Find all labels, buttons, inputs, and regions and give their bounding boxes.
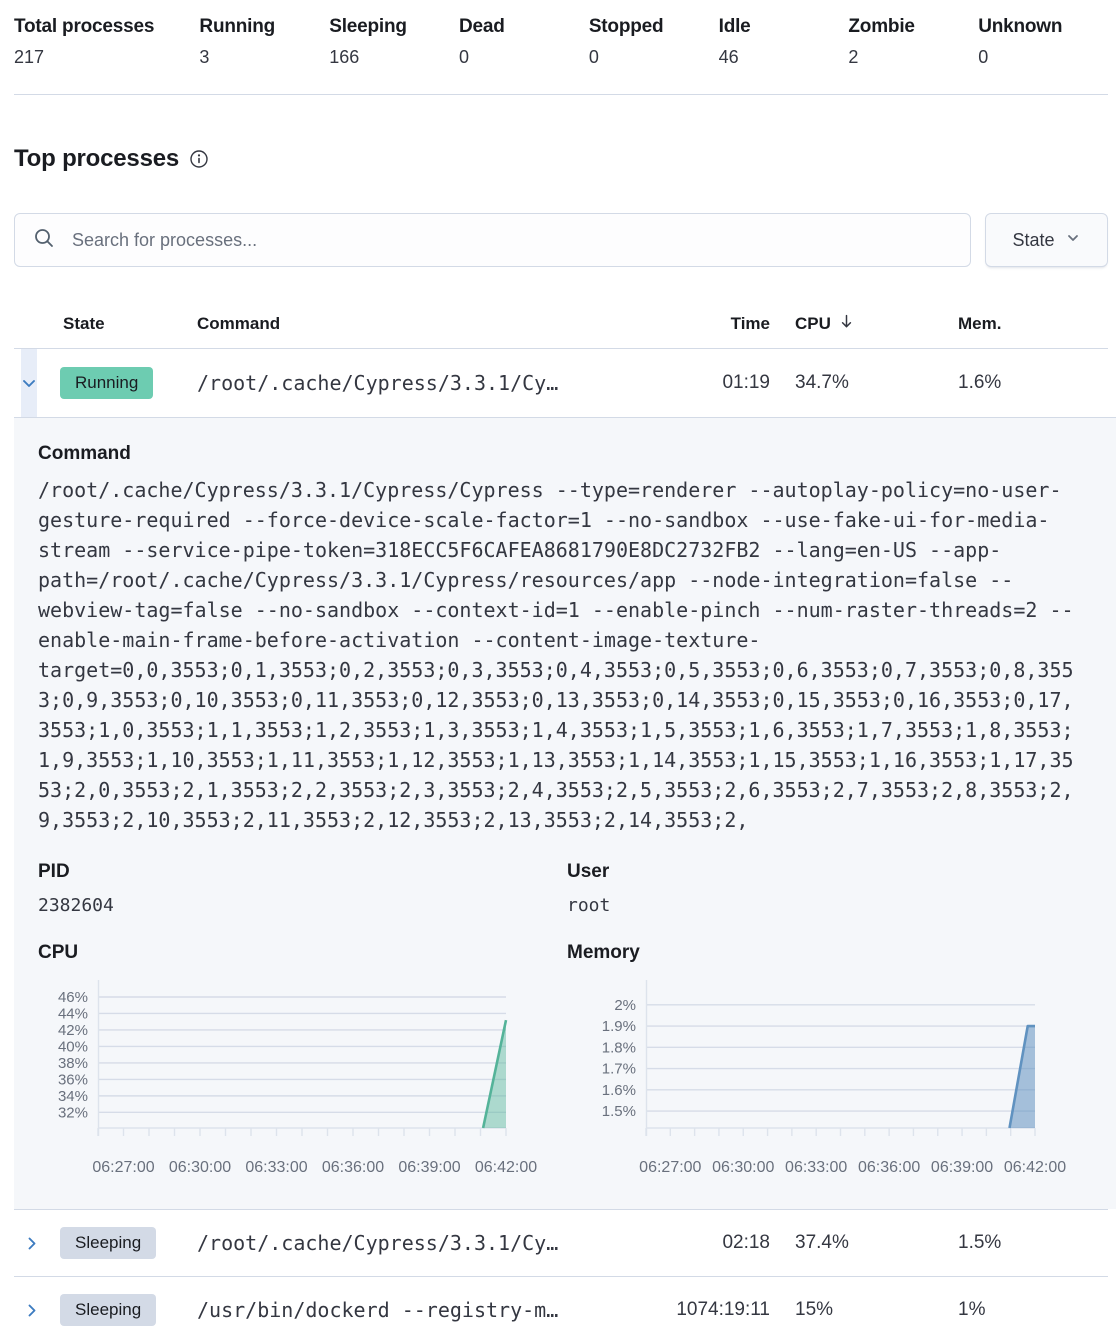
state-filter-label: State bbox=[1012, 229, 1055, 250]
state-cell bbox=[60, 1227, 197, 1259]
user-block bbox=[567, 861, 1084, 916]
user-value: root bbox=[567, 895, 611, 916]
pid-value: 2382604 bbox=[38, 895, 114, 916]
process-summary bbox=[14, 0, 1108, 68]
cpu-usage-chart bbox=[38, 976, 567, 1176]
chevron-right-icon bbox=[24, 1235, 40, 1252]
svg-text:1.5%: 1.5% bbox=[601, 1103, 636, 1121]
cpu-chart-label: CPU bbox=[38, 942, 79, 963]
svg-text:44%: 44% bbox=[57, 1005, 88, 1023]
svg-text:06:30:00: 06:30:00 bbox=[712, 1159, 775, 1176]
page-title-text: Top processes bbox=[14, 145, 180, 172]
svg-text:06:39:00: 06:39:00 bbox=[930, 1159, 994, 1176]
svg-text:06:27:00: 06:27:00 bbox=[92, 1159, 155, 1176]
svg-text:06:42:00: 06:42:00 bbox=[1003, 1159, 1067, 1176]
sort-desc-icon bbox=[838, 313, 855, 335]
column-header-command: Command bbox=[197, 313, 281, 333]
column-header-time[interactable]: Time bbox=[730, 313, 770, 333]
cpu-cell: 15% bbox=[795, 1299, 834, 1320]
stat-value: 2 bbox=[848, 47, 859, 67]
memory-chart-label: Memory bbox=[567, 942, 640, 963]
stat-label: Zombie bbox=[848, 16, 915, 37]
svg-text:06:39:00: 06:39:00 bbox=[398, 1159, 461, 1176]
info-icon[interactable] bbox=[189, 149, 209, 169]
pid-label: PID bbox=[38, 861, 70, 882]
collapse-row-button[interactable] bbox=[21, 349, 37, 417]
svg-text:06:33:00: 06:33:00 bbox=[245, 1159, 308, 1176]
stat-stopped bbox=[589, 16, 719, 68]
table-row[interactable] bbox=[14, 1209, 1108, 1276]
state-cell bbox=[60, 367, 197, 399]
column-header-cpu-label: CPU bbox=[795, 313, 831, 333]
time-cell: 02:18 bbox=[722, 1232, 770, 1253]
stat-value: 166 bbox=[329, 47, 360, 67]
cpu-cell: 34.7% bbox=[795, 372, 849, 393]
mem-cell: 1.6% bbox=[958, 372, 1002, 393]
expand-row-button[interactable] bbox=[24, 1277, 40, 1343]
page-title bbox=[14, 145, 1108, 173]
state-cell bbox=[60, 1294, 197, 1326]
state-badge: Running bbox=[60, 367, 153, 399]
svg-text:40%: 40% bbox=[57, 1038, 88, 1056]
stat-label: Unknown bbox=[978, 16, 1063, 37]
command-cell: /usr/bin/dockerd --registry-m… bbox=[197, 1298, 559, 1322]
chevron-down-icon bbox=[1065, 230, 1081, 251]
stat-total-processes bbox=[14, 16, 199, 68]
svg-text:06:30:00: 06:30:00 bbox=[168, 1159, 232, 1176]
svg-text:42%: 42% bbox=[57, 1021, 88, 1039]
expander-cell bbox=[14, 349, 60, 417]
stat-label: Sleeping bbox=[329, 16, 407, 37]
chevron-right-icon bbox=[24, 1302, 40, 1319]
chevron-down-icon bbox=[21, 375, 37, 392]
stat-label: Running bbox=[199, 16, 276, 37]
stat-dead bbox=[459, 16, 589, 68]
pid-block bbox=[38, 861, 567, 916]
cpu-cell: 37.4% bbox=[795, 1232, 849, 1253]
svg-text:1.9%: 1.9% bbox=[601, 1018, 636, 1036]
stat-idle bbox=[719, 16, 849, 68]
memory-usage-chart bbox=[567, 976, 1084, 1176]
toolbar bbox=[14, 213, 1108, 267]
stat-label: Dead bbox=[459, 16, 505, 37]
svg-text:1.6%: 1.6% bbox=[601, 1081, 636, 1099]
command-cell: /root/.cache/Cypress/3.3.1/Cy… bbox=[197, 371, 559, 395]
svg-text:1.7%: 1.7% bbox=[601, 1060, 636, 1078]
table-header-row bbox=[14, 299, 1108, 349]
stat-value: 0 bbox=[588, 47, 599, 67]
column-header-mem[interactable]: Mem. bbox=[958, 313, 1002, 333]
svg-text:06:42:00: 06:42:00 bbox=[474, 1159, 538, 1176]
stat-value: 0 bbox=[459, 47, 470, 67]
stat-label: Stopped bbox=[588, 16, 664, 37]
stat-value: 217 bbox=[14, 47, 45, 67]
svg-text:34%: 34% bbox=[57, 1087, 88, 1105]
mem-cell: 1% bbox=[958, 1299, 986, 1320]
svg-text:06:36:00: 06:36:00 bbox=[321, 1159, 385, 1176]
svg-text:1.8%: 1.8% bbox=[601, 1039, 636, 1057]
stat-running bbox=[199, 16, 329, 68]
stat-sleeping bbox=[329, 16, 459, 68]
time-cell: 01:19 bbox=[722, 372, 770, 393]
cpu-chart-block bbox=[38, 942, 567, 1176]
state-badge: Sleeping bbox=[60, 1294, 156, 1326]
stat-value: 46 bbox=[718, 47, 739, 67]
summary-divider bbox=[14, 94, 1108, 95]
stat-value: 3 bbox=[199, 47, 210, 67]
process-detail-panel bbox=[14, 417, 1116, 1209]
command-cell: /root/.cache/Cypress/3.3.1/Cy… bbox=[197, 1231, 559, 1255]
stat-zombie bbox=[848, 16, 978, 68]
svg-text:36%: 36% bbox=[57, 1071, 88, 1089]
svg-text:06:27:00: 06:27:00 bbox=[639, 1159, 702, 1176]
detail-command-text: /root/.cache/Cypress/3.3.1/Cypress/Cypress --type=renderer --autoplay-policy=no-user-gesture-required --force-device-scale-factor=1 --no-sandbox --use-fake-ui-for-media-stream --service-pipe-token=318ECC5F6CAFEA8681790E8DC2732FB2 --lang=en-US --app-path=/root/.cache/Cypress/3.3.1/Cypress/resources/app --node-integration=false --webview-tag=false --no-sandbox --context-id=1 --enable-pinch --num-raster-threads=2 --enable-main-frame-before-activation --content-image-texture-target=0,0,3553;0,1,3553;0,2,3553;0,3,3553;0,4,3553;0,5,3553;0,6,3553;0,7,3553;0,8,3553;0,9,3553;0,10,3553;0,11,3553;0,12,3553;0,13,3553;0,14,3553;0,15,3553;0,16,3553;0,17,3553;1,0,3553;1,1,3553;1,2,3553;1,3,3553;1,4,3553;1,5,3553;1,6,3553;1,7,3553;1,8,3553;1,9,3553;1,10,3553;1,11,3553;1,12,3553;1,13,3553;1,14,3553;1,15,3553;1,16,3553;1,17,3553;2,0,3553;2,1,3553;2,2,3553;2,3,3553;2,4,3553;2,5,3553;2,6,3553;2,7,3553;2,8,3553;2,9,3553;2,10,3553;2,11,3553;2,12,3553;2,13,3553;2,14,3553;2, bbox=[38, 478, 1074, 832]
stat-value: 0 bbox=[978, 47, 989, 67]
state-badge: Sleeping bbox=[60, 1227, 156, 1259]
svg-text:06:36:00: 06:36:00 bbox=[857, 1159, 921, 1176]
search-icon bbox=[33, 227, 55, 254]
svg-text:38%: 38% bbox=[57, 1054, 88, 1072]
process-table bbox=[14, 299, 1108, 1343]
column-header-cpu[interactable] bbox=[770, 313, 958, 335]
stat-label: Idle bbox=[718, 16, 751, 37]
state-filter-button[interactable] bbox=[985, 213, 1108, 267]
table-row[interactable] bbox=[14, 1276, 1108, 1343]
stat-label: Total processes bbox=[14, 16, 155, 37]
stat-unknown bbox=[978, 16, 1108, 68]
user-label: User bbox=[567, 861, 610, 882]
svg-text:06:33:00: 06:33:00 bbox=[785, 1159, 848, 1176]
expand-row-button[interactable] bbox=[24, 1210, 40, 1276]
time-cell: 1074:19:11 bbox=[676, 1299, 770, 1320]
svg-text:32%: 32% bbox=[57, 1104, 88, 1122]
detail-command-label: Command bbox=[38, 443, 131, 464]
search-box bbox=[14, 213, 971, 267]
svg-text:46%: 46% bbox=[57, 989, 88, 1007]
search-input[interactable] bbox=[70, 229, 952, 252]
column-header-state: State bbox=[63, 313, 105, 333]
mem-cell: 1.5% bbox=[958, 1232, 1002, 1253]
svg-text:2%: 2% bbox=[614, 996, 636, 1014]
expander-cell bbox=[14, 1210, 60, 1276]
expander-cell bbox=[14, 1277, 60, 1343]
table-row[interactable] bbox=[14, 349, 1108, 417]
memory-chart-block bbox=[567, 942, 1084, 1176]
